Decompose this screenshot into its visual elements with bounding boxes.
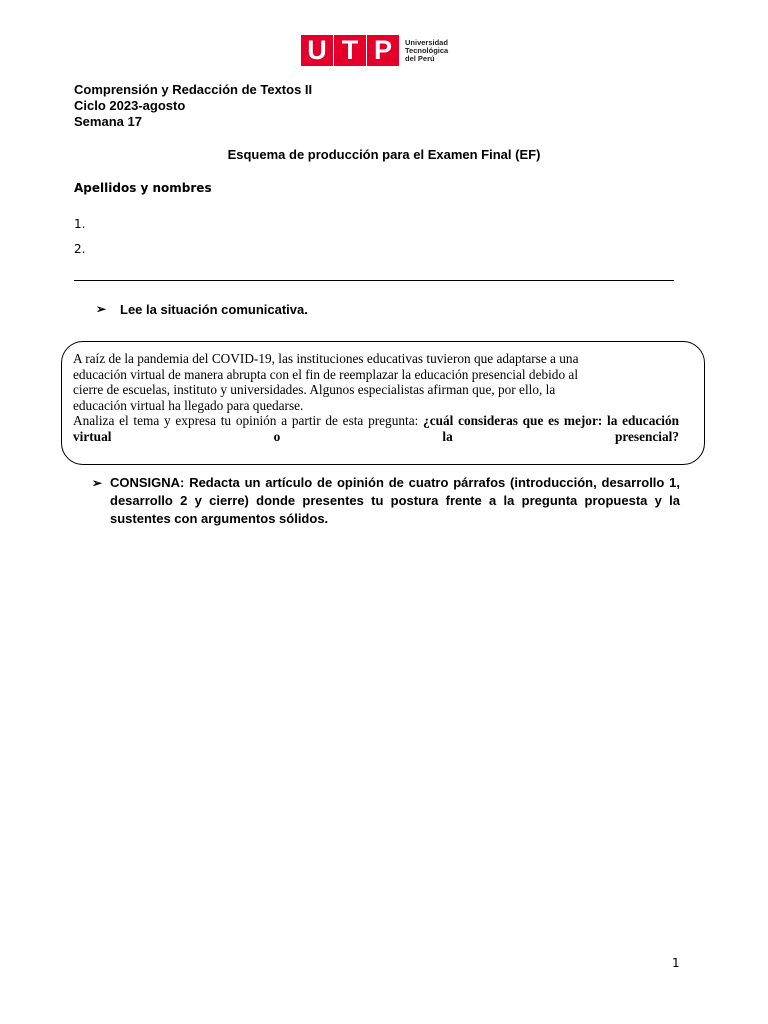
logo-letter-t: T [334, 35, 366, 66]
separator-line [74, 280, 674, 281]
arrow-bullet-icon: ➢ [96, 302, 107, 316]
situation-text [73, 351, 679, 444]
instruction-text: Lee la situación comunicativa. [120, 302, 308, 317]
logo-name-line: Universidad [405, 37, 448, 47]
situation-line: cierre de escuelas, instituto y universidades. Algunos especialistas afirman que, por ello, la [73, 382, 556, 397]
situation-line: educación virtual de manera abrupta con el fin de reemplazar la educación presencial debido al [73, 366, 579, 382]
page-number: 1 [672, 956, 680, 970]
document-title: Esquema de producción para el Examen Final (EF) [227, 147, 541, 162]
week-label: Semana 17 [74, 114, 142, 129]
cycle-label: Ciclo 2023-agosto [74, 98, 186, 113]
situation-question [73, 413, 679, 444]
question-intro: Analiza el tema y expresa tu opinión a partir de esta pregunta: [73, 413, 424, 428]
name-slot-1: 1. [74, 217, 86, 231]
utp-logo [301, 35, 448, 66]
instruction-item [96, 302, 308, 317]
arrow-bullet-icon: ➢ [92, 476, 103, 490]
names-label: Apellidos y nombres [74, 181, 212, 195]
consigna-text: CONSIGNA: Redacta un artículo de opinión de cuatro párrafos (introducción, desarrollo 1, desarrollo 2 y cierre) donde presentes tu postura frente a la pregunta propuesta y la sustentes con argumentos sólidos. [110, 475, 680, 526]
logo-letter-p: P [367, 35, 399, 66]
consigna-item [92, 474, 680, 528]
logo-university-name [405, 39, 448, 63]
course-name: Comprensión y Redacción de Textos II [74, 82, 313, 97]
situation-line: A raíz de la pandemia del COVID-19, las instituciones educativas tuvieron que adaptarse a una [73, 351, 579, 366]
logo-name-line: del Perú [405, 53, 435, 63]
logo-letter-u: U [301, 35, 333, 66]
situation-line: educación virtual ha llegado para quedarse. [73, 397, 304, 413]
logo-name-line: Tecnológica [405, 45, 449, 55]
question-text: ¿cuál consideras que es mejor: la educación virtual o la presencial? [73, 413, 679, 444]
name-slot-2: 2. [74, 242, 86, 256]
